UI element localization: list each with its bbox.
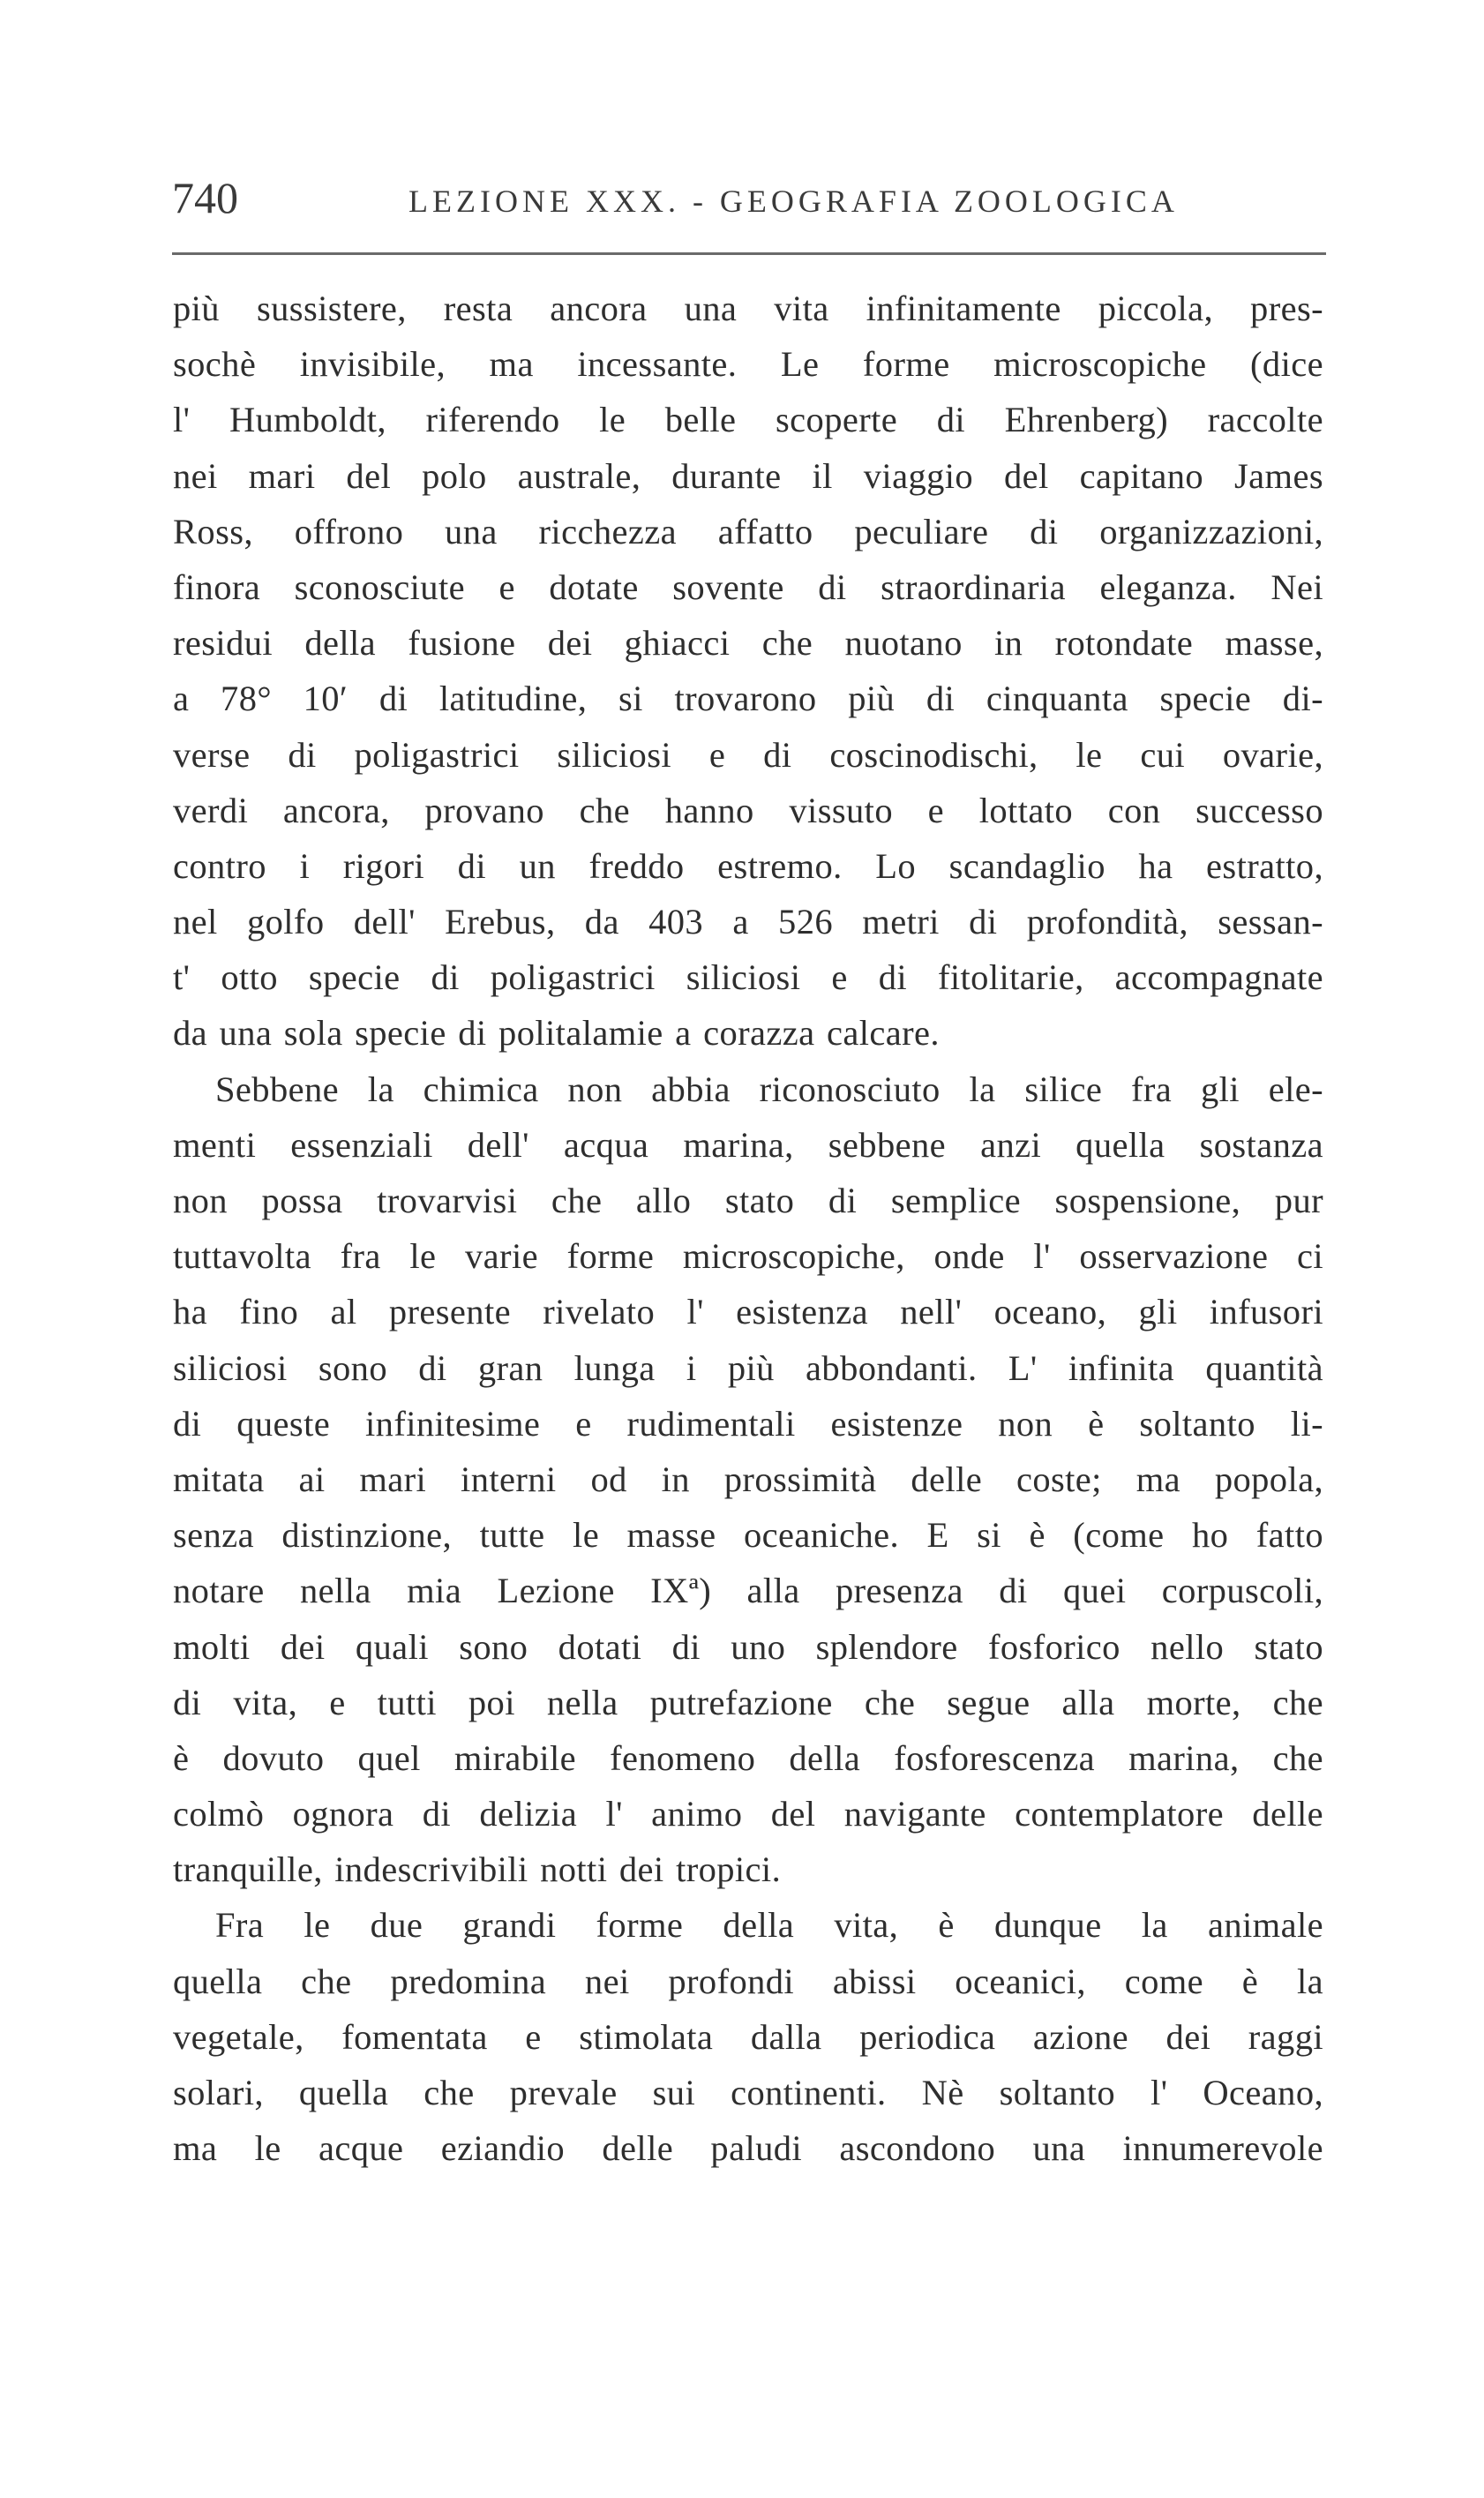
text-line: sochè invisibile, ma incessante. Le forme microscopiche (dice bbox=[173, 344, 1323, 385]
body-text bbox=[173, 281, 1323, 2176]
text-line: quella che predomina nei profondi abissi oceanici, come è la bbox=[173, 1961, 1323, 2001]
text-line: molti dei quali sono dotati di uno splendore fosforico nello stato bbox=[173, 1626, 1323, 1667]
text-line: menti essenziali dell' acqua marina, sebbene anzi quella sostanza bbox=[173, 1124, 1323, 1165]
paragraph-start-line: Sebbene la chimica non abbia riconosciuto la silice fra gli ele- bbox=[215, 1069, 1323, 1109]
text-line: vegetale, fomentata e stimolata dalla periodica azione dei raggi bbox=[173, 2016, 1323, 2057]
text-line: contro i rigori di un freddo estremo. Lo scandaglio ha estratto, bbox=[173, 845, 1323, 886]
text-line: colmò ognora di delizia l' animo del navigante contemplatore delle bbox=[173, 1794, 1323, 1834]
text-line: a 78° 10′ di latitudine, si trovarono più di cinquanta specie di- bbox=[173, 679, 1323, 719]
text-line: ma le acque eziandio delle paludi ascondono una innumerevole bbox=[173, 2128, 1323, 2169]
text-line: nei mari del polo australe, durante il viaggio del capitano James bbox=[173, 455, 1323, 496]
text-line: l' Humboldt, riferendo le belle scoperte di Ehrenberg) raccolte bbox=[173, 400, 1323, 440]
text-line: mitata ai mari interni od in prossimità delle coste; ma popola, bbox=[173, 1459, 1323, 1499]
text-line: nel golfo dell' Erebus, da 403 a 526 metri di profondità, sessan- bbox=[173, 902, 1323, 942]
text-line: verse di poligastrici siliciosi e di coscinodischi, le cui ovarie, bbox=[173, 734, 1323, 775]
text-line: verdi ancora, provano che hanno vissuto e lottato con successo bbox=[173, 790, 1323, 830]
text-line: è dovuto quel mirabile fenomeno della fosforescenza marina, che bbox=[173, 1737, 1323, 1778]
paragraph-start-line: Fra le due grandi forme della vita, è dunque la animale bbox=[215, 1905, 1323, 1946]
text-line: di vita, e tutti poi nella putrefazione che segue alla morte, che bbox=[173, 1682, 1323, 1722]
text-line: solari, quella che prevale sui continenti. Nè soltanto l' Oceano, bbox=[173, 2073, 1323, 2112]
running-head: LEZIONE XXX. - GEOGRAFIA ZOOLOGICA bbox=[408, 184, 1179, 219]
header-rule bbox=[172, 252, 1326, 255]
text-line: t' otto specie di poligastrici siliciosi e di fitolitarie, accompagnate bbox=[173, 957, 1323, 998]
text-line: da una sola specie di politalamie a corazza calcare. bbox=[173, 1013, 940, 1054]
text-line: tuttavolta fra le varie forme microscopiche, onde l' osservazione ci bbox=[173, 1236, 1323, 1277]
text-line: senza distinzione, tutte le masse oceaniche. E si è (come ho fatto bbox=[173, 1515, 1323, 1556]
text-line: di queste infinitesime e rudimentali esistenze non è soltanto li- bbox=[173, 1403, 1323, 1444]
text-line: siliciosi sono di gran lunga i più abbondanti. L' infinita quantità bbox=[173, 1347, 1323, 1388]
text-line: notare nella mia Lezione IXª) alla presenza di quei corpuscoli, bbox=[173, 1571, 1323, 1611]
text-line: non possa trovarvisi che allo stato di semplice sospensione, pur bbox=[173, 1181, 1323, 1220]
page-number: 740 bbox=[172, 173, 238, 222]
text-line: ha fino al presente rivelato l' esistenza nell' oceano, gli infusori bbox=[173, 1292, 1323, 1332]
text-line: tranquille, indescrivibili notti dei tropici. bbox=[173, 1849, 782, 1890]
text-line: finora sconosciute e dotate sovente di straordinaria eleganza. Nei bbox=[173, 566, 1323, 607]
page-header bbox=[172, 172, 1319, 225]
text-line: Ross, offrono una ricchezza affatto peculiare di organizzazioni, bbox=[173, 511, 1323, 551]
text-line: residui della fusione dei ghiacci che nuotano in rotondate masse, bbox=[173, 623, 1323, 664]
text-line: più sussistere, resta ancora una vita infinitamente piccola, pres- bbox=[173, 289, 1323, 328]
